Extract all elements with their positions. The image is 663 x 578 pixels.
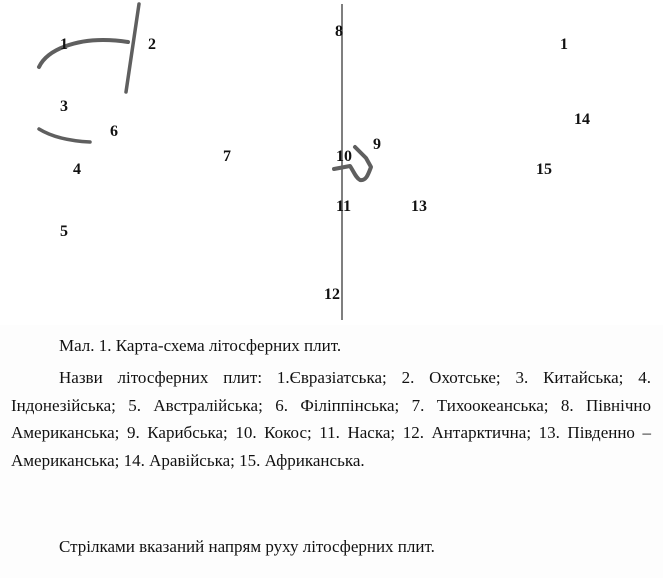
plate-label-1-east: 1: [560, 36, 568, 53]
plate-label-3: 3: [60, 98, 68, 115]
plate-label-13: 13: [411, 198, 427, 215]
arrows-note: Стрілками вказаний напрям руху літосферних плит.: [59, 537, 435, 556]
plate-names-paragraph: Назви літосферних плит: 1.Євразіатська; 2. Охотське; 3. Китайська; 4. Індонезійська; 5. Австралійська; 6. Філіппінська; 7. Тихоокеанська; 8. Північно Американська; 9. Карибська; 10. Кокос; 11. Наска; 12. Антарктична; 13. Південно – Американська; 14. Аравійська; 15. Африканська.: [11, 368, 651, 470]
plate-label-2: 2: [148, 36, 156, 53]
boundary-arc-philippine: [39, 129, 90, 142]
plate-label-4: 4: [73, 161, 81, 178]
plate-label-8: 8: [335, 23, 343, 40]
plate-label-9: 9: [373, 136, 381, 153]
plate-label-1-west: 1: [60, 36, 68, 53]
description-text: [0, 325, 663, 578]
plate-label-12: 12: [324, 286, 340, 303]
boundary-line-2: [126, 4, 139, 92]
plate-label-6: 6: [110, 123, 118, 140]
boundary-arc-north: [39, 40, 128, 67]
plate-label-5: 5: [60, 223, 68, 240]
plate-label-7: 7: [223, 148, 231, 165]
plate-label-14: 14: [574, 111, 590, 128]
plate-label-11: 11: [336, 198, 352, 215]
plate-label-10: 10: [336, 148, 352, 165]
plate-label-15: 15: [536, 161, 552, 178]
figure-caption: Мал. 1. Карта-схема літосферних плит.: [59, 336, 342, 355]
